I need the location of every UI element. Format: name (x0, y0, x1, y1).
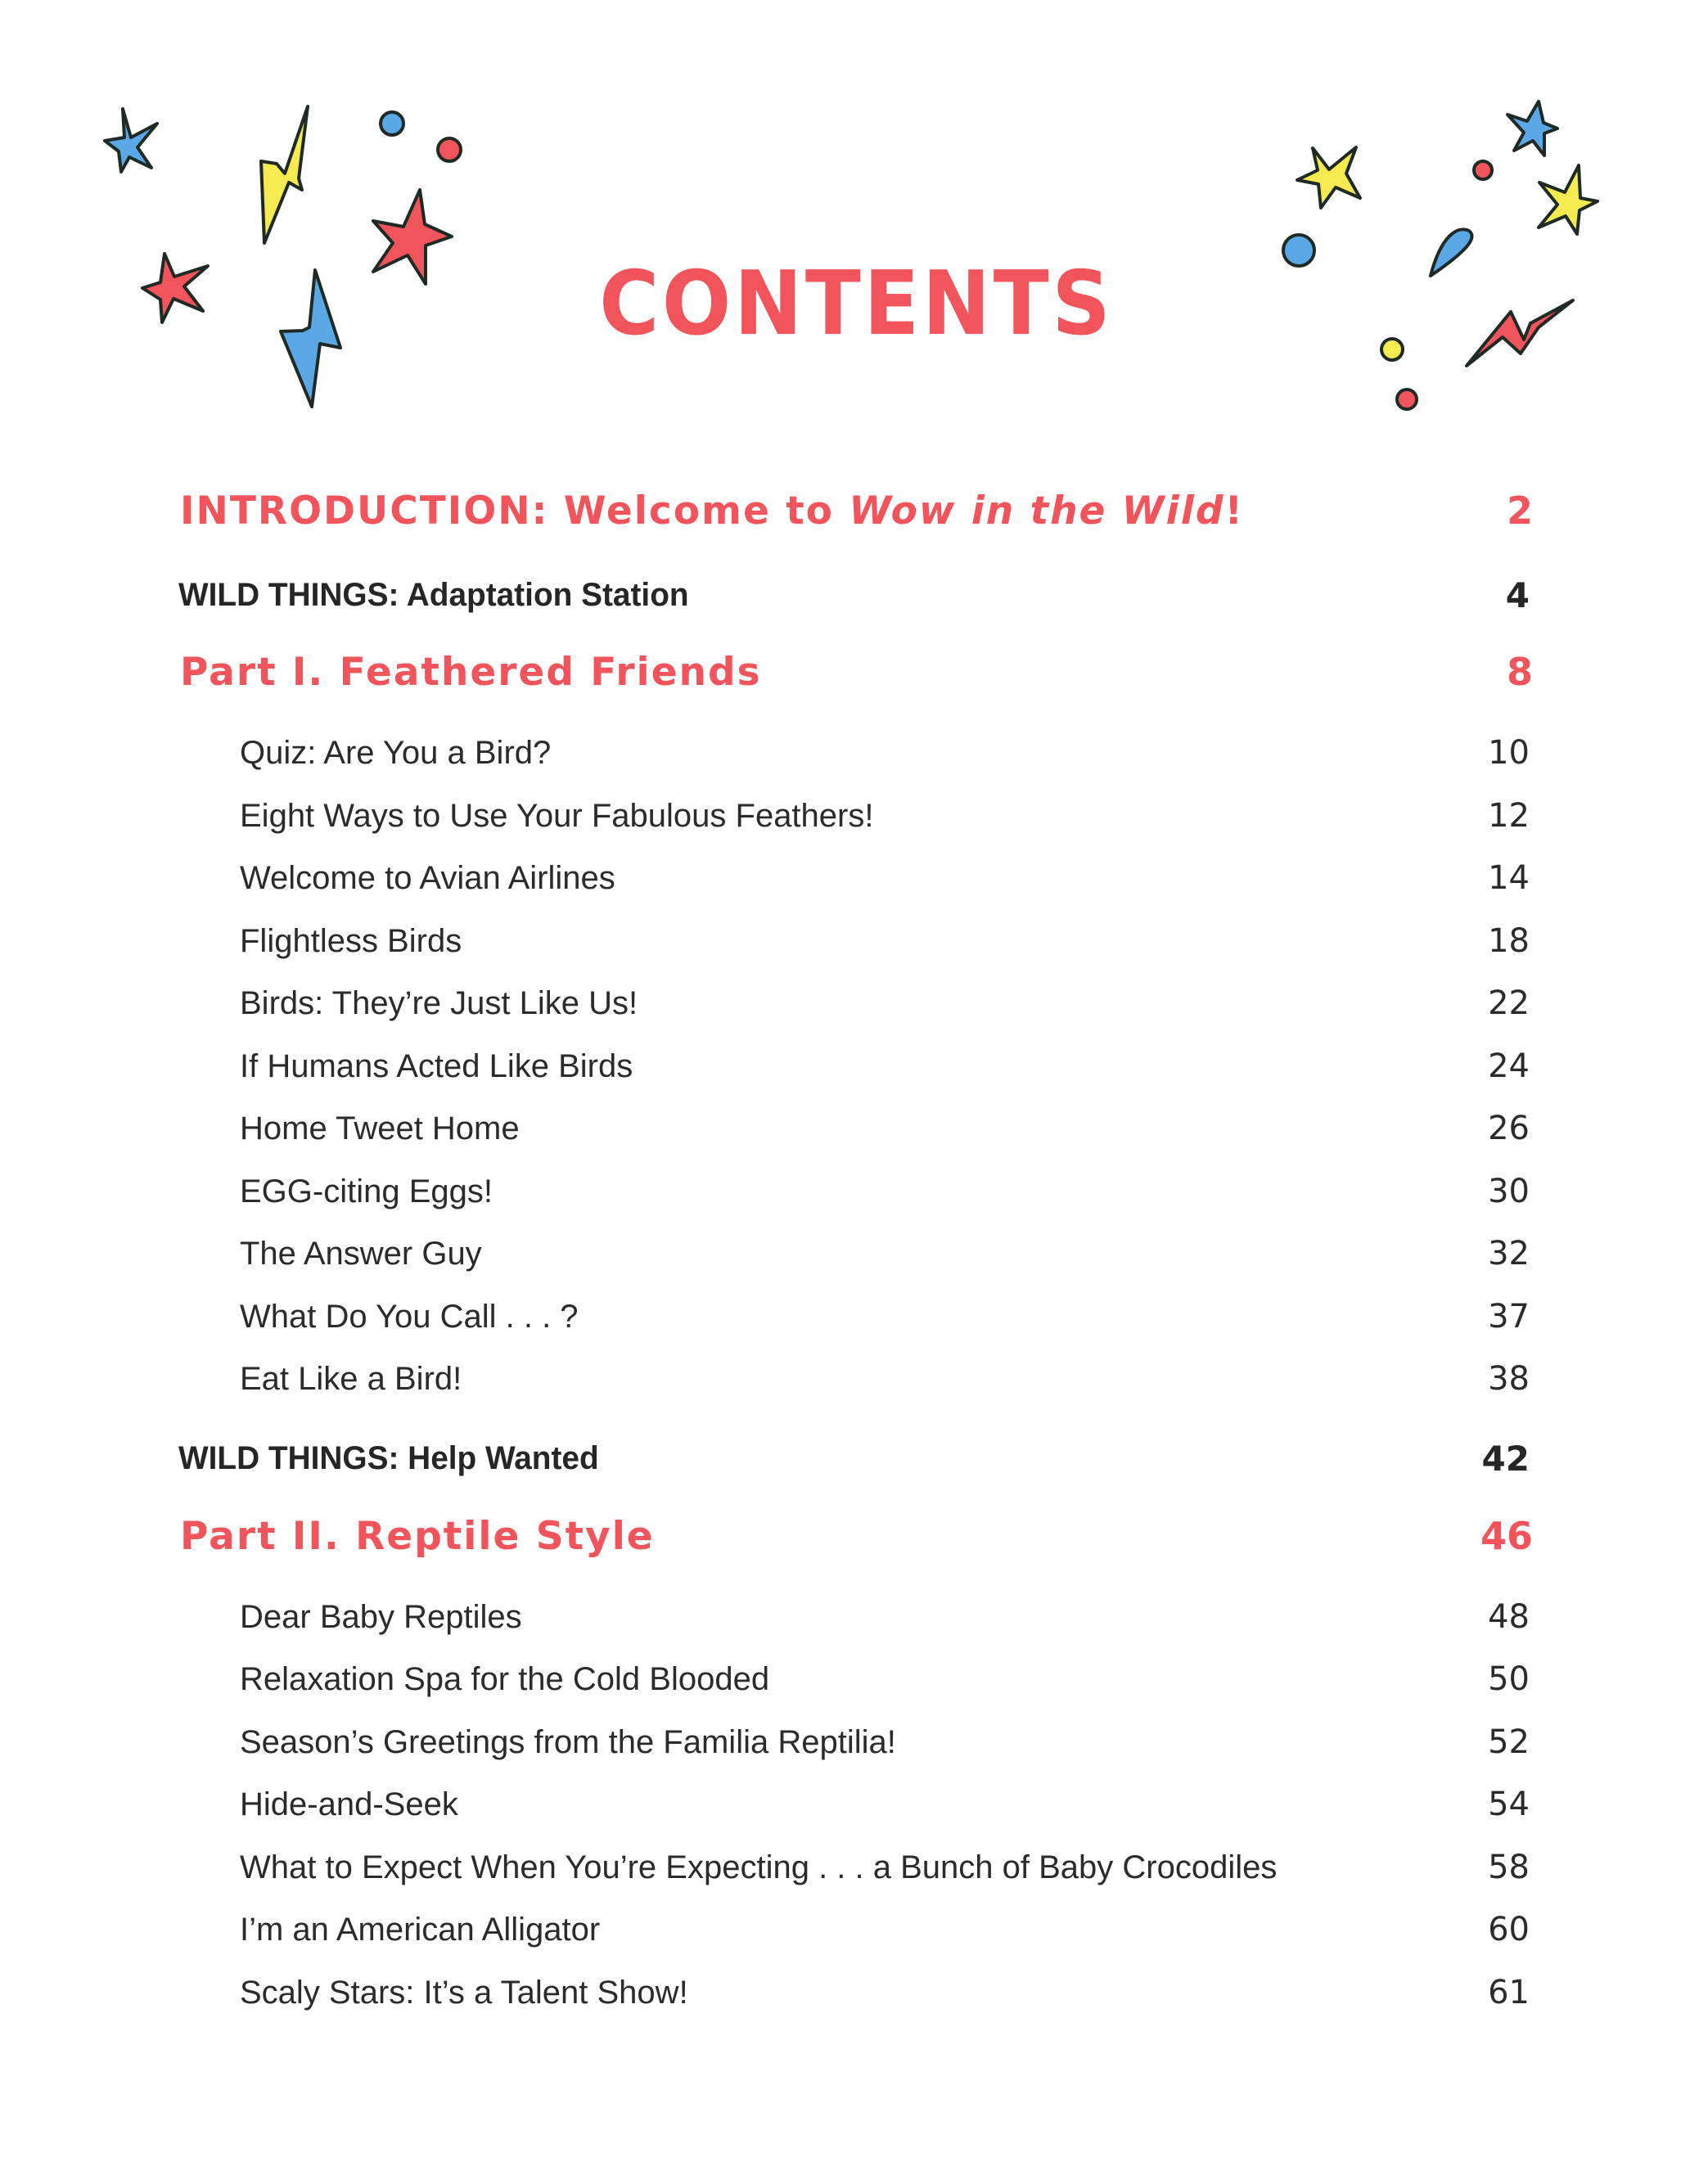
toc-label: Part II. Reptile Style (180, 1514, 655, 1559)
toc-label: I’m an American Alligator (240, 1912, 601, 1948)
toc-label: INTRODUCTION: Welcome to Wow in the Wild! (180, 489, 1244, 534)
toc-item[interactable] (0, 1237, 1708, 1286)
toc-label: Season’s Greetings from the Familia Reptilia! (240, 1724, 896, 1760)
toc-label: What to Expect When You’re Expecting . . . a Bunch of Baby Crocodiles (240, 1849, 1278, 1885)
toc-page-number: 26 (1488, 1110, 1530, 1147)
toc-label: Flightless Birds (240, 923, 462, 959)
toc-item[interactable] (0, 922, 1708, 974)
toc-label: Part I. Feathered Friends (180, 650, 762, 695)
toc-page-number: 52 (1488, 1723, 1530, 1761)
blue-star-icon (1507, 101, 1557, 155)
toc-item[interactable] (0, 984, 1708, 1036)
toc-item[interactable] (0, 1851, 1708, 1900)
blue-star-icon (105, 109, 157, 172)
toc-item[interactable] (0, 1788, 1708, 1837)
toc-entry-wild-things-adaptation-station[interactable] (0, 575, 1708, 628)
toc-page-number: 60 (1488, 1911, 1530, 1948)
toc-page-number: 30 (1488, 1173, 1530, 1210)
toc-label: Home Tweet Home (240, 1110, 520, 1146)
toc-entry-introduction[interactable] (0, 489, 1708, 541)
toc-item[interactable] (0, 859, 1708, 911)
toc-item[interactable] (0, 1300, 1708, 1349)
toc-label: WILD THINGS: Adaptation Station (178, 577, 689, 613)
toc-item[interactable] (0, 1362, 1708, 1412)
toc-item[interactable] (0, 1112, 1708, 1161)
toc-page-number: 8 (1506, 650, 1533, 694)
red-dot-icon (438, 138, 461, 161)
toc-label: The Answer Guy (240, 1236, 482, 1272)
decoration-left-cluster (0, 0, 491, 426)
toc-item[interactable] (0, 1598, 1708, 1650)
toc-page-number: 22 (1488, 984, 1530, 1022)
toc-page-number: 37 (1488, 1298, 1530, 1335)
toc-label: Quiz: Are You a Bird? (240, 735, 552, 771)
blue-dot-icon (381, 112, 403, 135)
toc-page-number: 14 (1488, 859, 1530, 897)
toc-page-number: 18 (1488, 922, 1530, 960)
toc-item[interactable] (0, 736, 1708, 786)
toc-label: Eight Ways to Use Your Fabulous Feathers! (240, 798, 874, 834)
toc-page-number: 4 (1505, 575, 1530, 615)
toc-label: EGG-citing Eggs! (240, 1173, 493, 1209)
toc-label: Welcome to Avian Airlines (240, 860, 615, 896)
toc-page-number: 61 (1488, 1974, 1530, 2011)
toc-page-number: 50 (1488, 1660, 1530, 1698)
toc-label: Eat Like a Bird! (240, 1361, 462, 1397)
toc-label: Scaly Stars: It’s a Talent Show! (240, 1975, 688, 2011)
toc-label: Birds: They’re Just Like Us! (240, 985, 638, 1021)
toc-label: Hide-and-Seek (240, 1786, 458, 1822)
toc-label: WILD THINGS: Help Wanted (178, 1440, 599, 1476)
toc-entry-part-1[interactable] (0, 650, 1708, 702)
yellow-star-icon (1297, 147, 1360, 208)
toc-page-number: 46 (1480, 1514, 1533, 1558)
toc-item[interactable] (0, 1175, 1708, 1224)
toc-item[interactable] (0, 1660, 1708, 1712)
toc-label: If Humans Acted Like Birds (240, 1048, 633, 1084)
toc-page-number: 24 (1488, 1047, 1530, 1085)
toc-label: Dear Baby Reptiles (240, 1599, 522, 1635)
toc-item[interactable] (0, 1047, 1708, 1099)
toc-label: What Do You Call . . . ? (240, 1299, 579, 1335)
toc-item[interactable] (0, 799, 1708, 849)
toc-page-number: 32 (1488, 1235, 1530, 1272)
toc-page-number: 10 (1488, 734, 1530, 772)
page-title: CONTENTS (599, 253, 1114, 355)
red-dot-icon (1474, 161, 1492, 179)
toc-page-number: 58 (1488, 1849, 1530, 1886)
toc-entry-wild-things-help-wanted[interactable] (0, 1439, 1708, 1491)
toc-entry-part-2[interactable] (0, 1514, 1708, 1566)
toc-page-number: 42 (1481, 1439, 1530, 1479)
toc-page-number: 2 (1506, 489, 1533, 533)
toc-label: Relaxation Spa for the Cold Blooded (240, 1661, 770, 1697)
toc-item[interactable] (0, 1913, 1708, 1962)
toc-page-number: 54 (1488, 1786, 1530, 1823)
toc-page-number: 48 (1488, 1598, 1530, 1636)
yellow-star-icon (1539, 165, 1598, 234)
toc-item[interactable] (0, 1976, 1708, 2025)
toc-page-number: 38 (1488, 1360, 1530, 1398)
toc-page-number: 12 (1488, 797, 1530, 835)
red-dot-icon (1397, 390, 1417, 409)
toc-item[interactable] (0, 1723, 1708, 1775)
yellow-lightning-icon (261, 106, 308, 243)
